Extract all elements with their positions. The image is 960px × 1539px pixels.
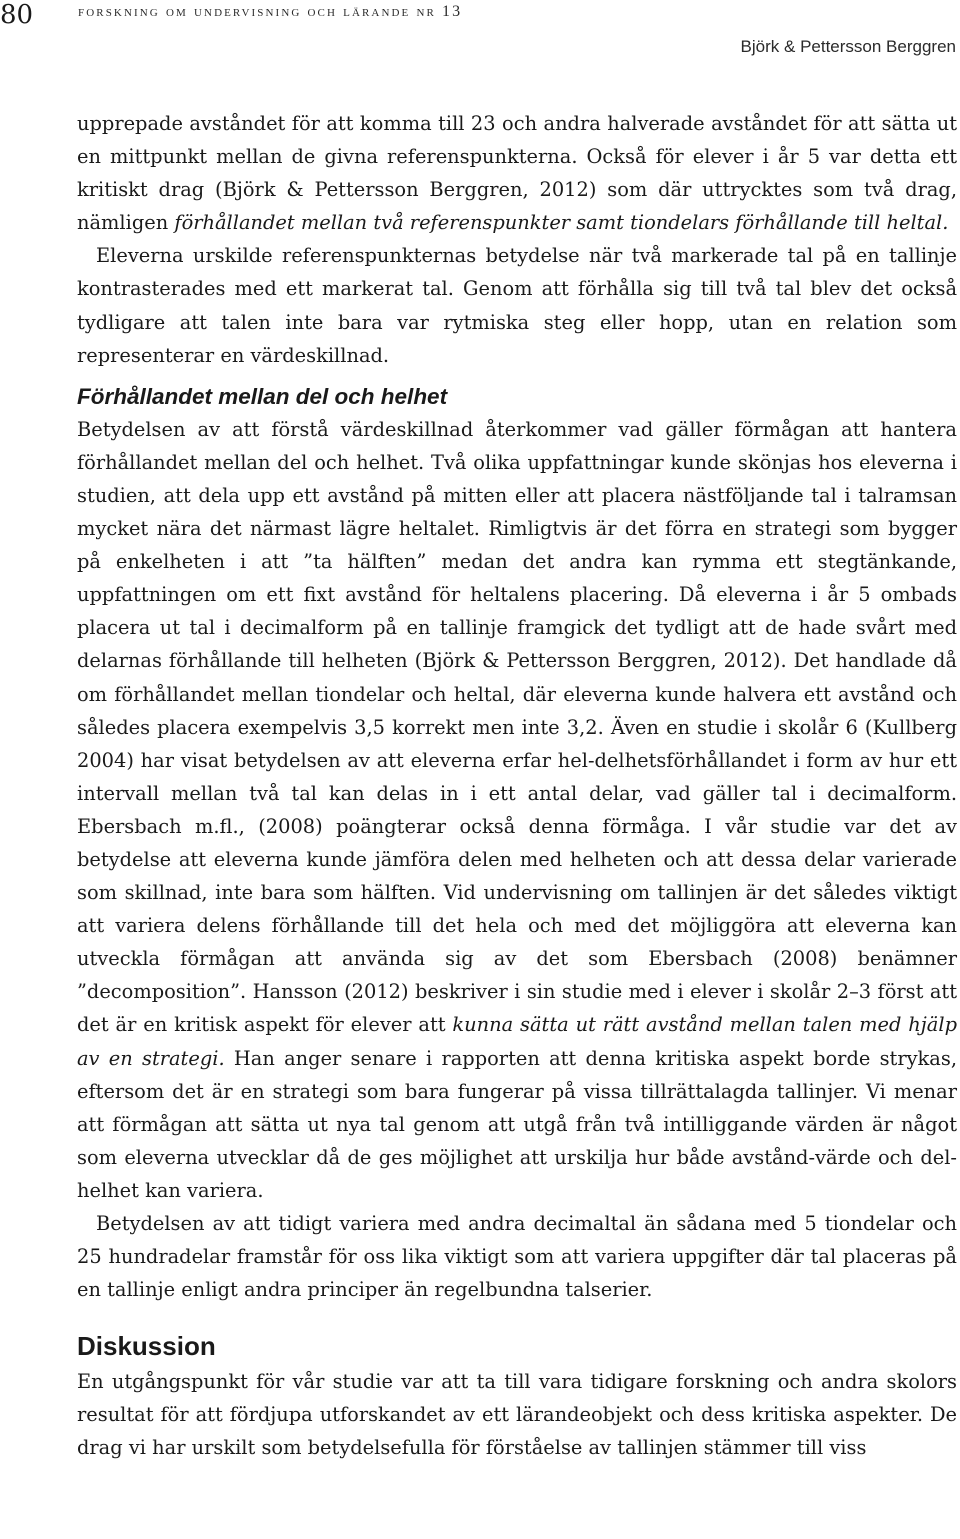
article-body: [77, 107, 957, 1465]
paragraph-3-text-a: Betydelsen av att förstå värdeskillnad återkommer vad gäller förmågan att hantera förhållandet mellan del och helhet. Två olika uppfattningar kunde skönjas hos eleverna i studien, att dela upp ett avstånd på mitten eller att placera nästföljande tal i talramsan mycket nära det närmast lägre heltalet. Rimligtvis är det förra en strategi som bygger på enkelheten i att ”ta hälften” medan det andra kan rymma ett stegtänkande, uppfattningen om ett fixt avstånd för heltalens placering. Då eleverna i år 5 ombads placera ut tal i decimalform på en tallinje framgick det tydligt att de hade svårt med delarnas förhållande till helheten (Björk & Pettersson Berggren, 2012). Det handlade då om förhållandet mellan tiondelar och heltal, där eleverna kunde halvera ett avstånd och således placera exempelvis 3,5 korrekt men inte 3,2. Även en studie i skolår 6 (Kullberg 2004) har visat betydelsen av att eleverna erfar hel-delhetsförhållandet i form av hur ett intervall mellan två tal kan delas in i ett antal delar, vad gäller tal i decimalform. Ebersbach m.fl., (2008) poängterar också denna förmåga. I vår studie var det av betydelse att eleverna kunde jämföra delen med helheten och att dessa delar varierade som skillnad, inte bara som hälften. Vid undervisning om tallinjen är det således viktigt att variera delens förhållande till det hela och med det möjliggöra att eleverna kan utveckla förmågan att använda sig av det som Ebersbach (2008) benämner ”decomposition”. Hansson (2012) beskriver i sin studie med i elever i skolår 2–3 först att det är en kritisk aspekt för elever att: [77, 417, 957, 1037]
page-number: 80: [0, 0, 34, 30]
paragraph-1: [77, 107, 957, 239]
paragraph-4: Betydelsen av att tidigt variera med andra decimaltal än sådana med 5 tiondelar och 25 hundradelar framstår för oss lika viktigt som att variera uppgifter där tal placeras på en tallinje enligt andra principer än regelbundna talserier.: [77, 1212, 957, 1302]
running-header-authors: Björk & Pettersson Berggren: [740, 37, 956, 56]
paragraph-3-text-c: Han anger senare i rapporten att denna kritiska aspekt borde strykas, eftersom det är en strategi som bara fungerar på vissa tillrättalagda tallinjer. Vi menar att förmågan att sätta ut nya tal genom att utgå från två intilliggande värden är något som eleverna utvecklar då de ges möjlighet att urskilja hur både avstånd-värde och del-helhet kan variera.: [77, 1046, 957, 1202]
journal-title: forskning om undervisning och lärande nr 13: [78, 3, 463, 20]
paragraph-1-emphasis: förhållandet mellan två referenspunkter samt tiondelars förhållande till heltal.: [174, 211, 949, 235]
paragraph-2: Eleverna urskilde referenspunkternas betydelse när två markerade tal på en tallinje kontrasterades med ett markerat tal. Genom att förhålla sig till två tal blev det också tydligare att talen inte bara var rytmiska steg eller hopp, utan en relation som representerar en värdeskillnad.: [77, 244, 957, 367]
section-heading-diskussion: Diskussion: [77, 1331, 216, 1362]
paragraph-1-text: upprepade avståndet för att komma till 23 och andra halverade avståndet för att sätta ut en mittpunkt mellan de givna referenspunkterna. Också för elever i år 5 var detta ett kritiskt drag (Björk & Pettersson Berggren, 2012) som där uttrycktes som två drag, nämligen: [77, 112, 957, 235]
paragraph-3: [77, 413, 957, 1207]
paragraph-3-emphasis: kunna sätta ut rätt avstånd mellan talen med hjälp av en strategi.: [77, 1013, 957, 1070]
subheading-del-helhet: Förhållandet mellan del och helhet: [77, 383, 448, 409]
paragraph-5: En utgångspunkt för vår studie var att ta till vara tidigare forskning och andra skolors resultat för att fördjupa utforskandet av ett lärandeobjekt och dess kritiska aspekter. De drag vi har urskilt som betydelsefulla för förståelse av tallinjen stämmer till viss: [77, 1370, 957, 1460]
